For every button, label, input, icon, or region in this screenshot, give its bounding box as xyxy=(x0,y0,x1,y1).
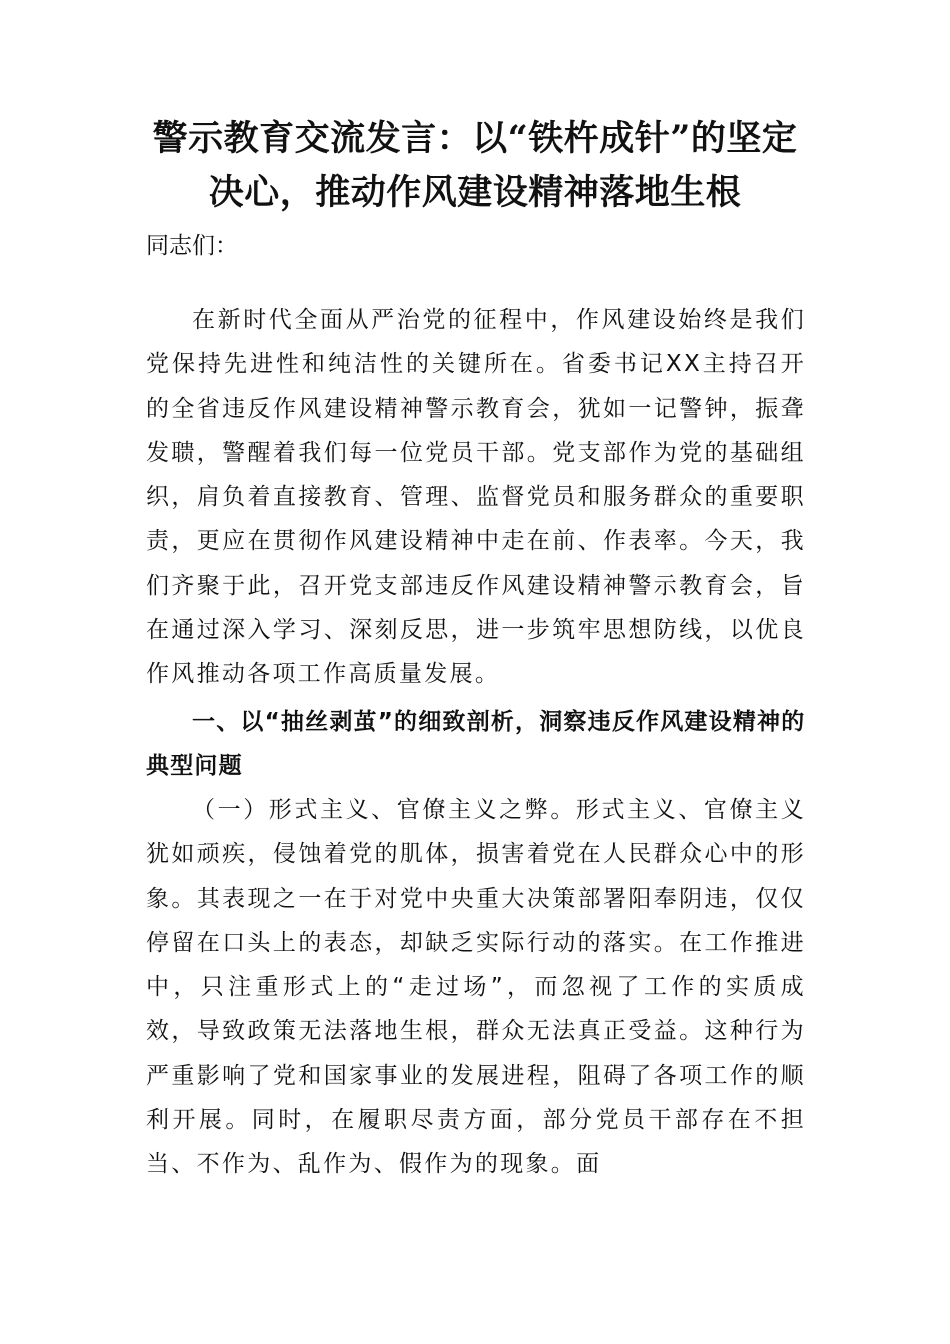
salutation: 同志们： xyxy=(146,233,238,259)
paragraph-intro: 在新时代全面从严治党的征程中，作风建设始终是我们党保持先进性和纯洁性的关键所在。省委书记XX主持召开的全省违反作风建设精神警示教育会，犹如一记警钟，振聋发聩，警醒着我们每一位党员干部。党支部作为党的基础组织，肩负着直接教育、管理、监督党员和服务群众的重要职责，更应在贯彻作风建设精神中走在前、作表率。今天，我们齐聚于此，召开党支部违反作风建设精神警示教育会，旨在通过深入学习、深刻反思，进一步筑牢思想防线，以优良作风推动各项工作高质量发展。 xyxy=(146,307,806,688)
section-heading: 一、以“抽丝剥茧”的细致剖析，洞察违反作风建设精神的典型问题 xyxy=(146,709,806,780)
document-title: 警示教育交流发言：以“铁杵成针”的坚定决心，推动作风建设精神落地生根 xyxy=(152,118,798,213)
paragraph-formalism: （一）形式主义、官僚主义之弊。形式主义、官僚主义犹如顽疾，侵蚀着党的肌体，损害着党在人民群众心中的形象。其表现之一在于对党中央重大决策部署阳奉阴违，仅仅停留在口头上的表态，却缺乏实际行动的落实。在工作推进中，只注重形式上的“走过场”，而忽视了工作的实质成效，导致政策无法落地生根，群众无法真正受益。这种行为严重影响了党和国家事业的发展进程，阻碍了各项工作的顺利开展。同时，在履职尽责方面，部分党员干部存在不担当、不作为、乱作为、假作为的现象。面 xyxy=(146,797,806,1178)
